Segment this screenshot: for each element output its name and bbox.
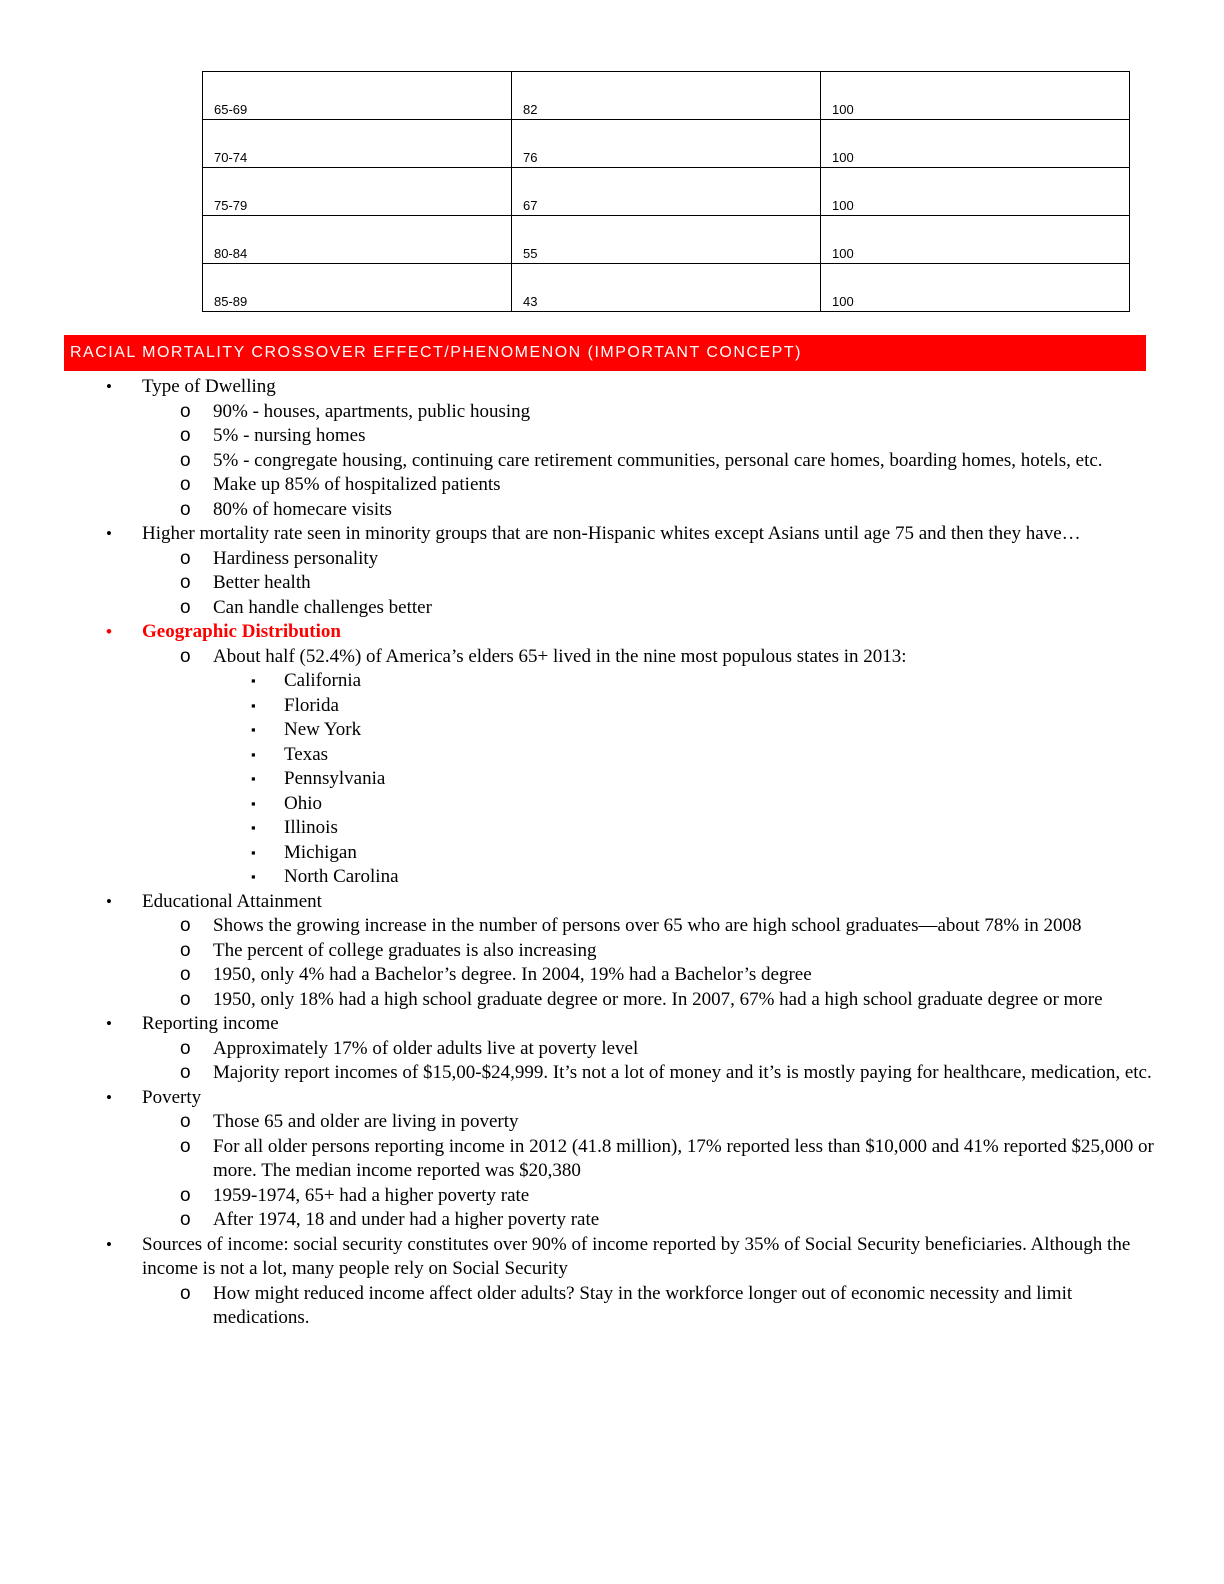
- bullet-circle-icon: o: [180, 1282, 191, 1304]
- sub-item-text: The percent of college graduates is also increasing: [213, 939, 597, 961]
- state-name: Illinois: [284, 817, 338, 838]
- bullet-circle-icon: o: [180, 547, 191, 569]
- bullet-dot-icon: •: [106, 1087, 112, 1107]
- state-name: North Carolina: [284, 866, 399, 887]
- state-item: [213, 669, 1154, 694]
- sub-item-text: 1959-1974, 65+ had a higher poverty rate: [213, 1184, 530, 1206]
- state-name: Ohio: [284, 792, 322, 814]
- table-row: [203, 72, 1130, 120]
- sub-list-item: [142, 1135, 1154, 1184]
- sub-list-item: [142, 988, 1154, 1013]
- state-name: Pennsylvania: [284, 768, 386, 789]
- sub-item-text: Shows the growing increase in the number of persons over 65 who are high school graduates—about 78% in 2008: [213, 915, 1082, 936]
- bullet-square-icon: ▪: [251, 746, 256, 762]
- sub-list-item: [142, 914, 1154, 939]
- sub-list-item: [142, 939, 1154, 964]
- bullet-square-icon: ▪: [251, 722, 256, 737]
- bullet-dot-icon: •: [106, 891, 112, 911]
- table-cell: 100: [821, 120, 1130, 168]
- table-cell: 85-89: [203, 264, 512, 312]
- sub-list-item: [142, 1184, 1154, 1209]
- sub-list-item: [142, 1061, 1154, 1086]
- state-name: Michigan: [284, 841, 357, 863]
- table-cell: 67: [512, 168, 821, 216]
- sub-item-text: 5% - congregate housing, continuing care retirement communities, personal care homes, boarding homes, hotels, etc.: [213, 449, 1103, 471]
- bullet-square-icon: ▪: [251, 844, 256, 860]
- age-data-table: [202, 71, 1130, 312]
- sub-list-item: [142, 571, 1154, 596]
- bullet-dot-icon: •: [106, 1014, 112, 1033]
- sub-list-item: [142, 645, 1154, 890]
- sub-list: [142, 914, 1154, 1012]
- sub-list-item: [142, 449, 1154, 474]
- table-cell: 75-79: [203, 168, 512, 216]
- sub-item-text: Make up 85% of hospitalized patients: [213, 474, 501, 495]
- sub-list: [142, 1110, 1154, 1233]
- table-cell: 70-74: [203, 120, 512, 168]
- state-item: [213, 694, 1154, 719]
- sub-list-item: [142, 547, 1154, 572]
- bullet-circle-icon: o: [180, 596, 191, 618]
- list-item-sources: [0, 1233, 1224, 1331]
- state-item: [213, 865, 1154, 890]
- list-item-title: Higher mortality rate seen in minority groups that are non-Hispanic whites except Asians until age 75 and then they have…: [142, 523, 1081, 544]
- state-item: [213, 767, 1154, 792]
- bullet-square-icon: ▪: [251, 869, 256, 884]
- state-item: [213, 743, 1154, 768]
- bullet-circle-icon: o: [180, 1037, 191, 1059]
- sub-list: [142, 547, 1154, 621]
- sub-item-text: 90% - houses, apartments, public housing: [213, 400, 531, 422]
- bullet-square-icon: ▪: [251, 697, 256, 713]
- bullet-circle-icon: o: [180, 1111, 191, 1132]
- bullet-circle-icon: o: [180, 449, 191, 471]
- sub-item-text: Those 65 and older are living in poverty: [213, 1111, 519, 1132]
- list-item-geographic: [0, 620, 1224, 890]
- list-item-education: [0, 890, 1224, 1013]
- sub-item-text: 1950, only 4% had a Bachelor’s degree. In 2004, 19% had a Bachelor’s degree: [213, 964, 812, 985]
- bullet-circle-icon: o: [180, 572, 191, 593]
- bullet-square-icon: ▪: [251, 820, 256, 835]
- bullet-circle-icon: o: [180, 939, 191, 961]
- sub-item-text: 5% - nursing homes: [213, 425, 366, 446]
- table-cell: 80-84: [203, 216, 512, 264]
- list-item-poverty: [0, 1086, 1224, 1233]
- state-name: Texas: [284, 743, 329, 765]
- sub-item-text: For all older persons reporting income in 2012 (41.8 million), 17% reported less than $10,000 and 41% reported $25,000 or more. The median income reported was $20,380: [213, 1135, 1154, 1181]
- bullet-square-icon: ▪: [251, 795, 256, 811]
- table-cell: 100: [821, 216, 1130, 264]
- sub-list-item: [142, 1110, 1154, 1135]
- list-item-income: [0, 1012, 1224, 1086]
- list-item-title: Geographic Distribution: [142, 621, 341, 642]
- bullet-square-icon: ▪: [251, 771, 256, 786]
- bullet-circle-icon: o: [180, 474, 191, 495]
- bullet-circle-icon: o: [180, 425, 191, 446]
- table-cell: 76: [512, 120, 821, 168]
- bullet-dot-icon: •: [106, 524, 112, 543]
- bullet-dot-icon: •: [106, 377, 112, 396]
- table-cell: 43: [512, 264, 821, 312]
- table-row: [203, 216, 1130, 264]
- bullet-dot-icon: •: [106, 1234, 112, 1254]
- state-name: California: [284, 670, 362, 691]
- table-cell: 65-69: [203, 72, 512, 120]
- list-item-title: Poverty: [142, 1086, 202, 1108]
- sub-list-item: [142, 596, 1154, 621]
- state-item: [213, 792, 1154, 817]
- state-item: [213, 816, 1154, 841]
- sub-list-item: [142, 424, 1154, 449]
- sub-item-text: Hardiness personality: [213, 547, 379, 569]
- sub-list-item: [142, 400, 1154, 425]
- table-row: [203, 264, 1130, 312]
- main-bullet-list: [0, 375, 1224, 1331]
- table-row: [203, 120, 1130, 168]
- table-cell: 100: [821, 264, 1130, 312]
- bullet-circle-icon: o: [180, 988, 191, 1010]
- bullet-square-icon: ▪: [251, 673, 256, 688]
- sub-item-text: Better health: [213, 572, 311, 593]
- sub-item-text: After 1974, 18 and under had a higher poverty rate: [213, 1209, 600, 1230]
- sub-list-item: [142, 473, 1154, 498]
- table-cell: 100: [821, 72, 1130, 120]
- sub-item-text: 1950, only 18% had a high school graduate degree or more. In 2007, 67% had a high school graduate degree or more: [213, 988, 1103, 1010]
- bullet-circle-icon: o: [180, 964, 191, 985]
- sub-item-text: About half (52.4%) of America’s elders 65+ lived in the nine most populous states in 2013:: [213, 645, 907, 667]
- sub-list-item: [142, 1282, 1154, 1331]
- table-cell: 82: [512, 72, 821, 120]
- list-item-title: Type of Dwelling: [142, 376, 276, 397]
- list-item-title: Educational Attainment: [142, 890, 322, 912]
- sub-list-item: [142, 1037, 1154, 1062]
- sub-item-text: 80% of homecare visits: [213, 498, 392, 520]
- sub-item-text: How might reduced income affect older adults? Stay in the workforce longer out of economic necessity and limit medications.: [213, 1282, 1073, 1328]
- bullet-circle-icon: o: [180, 1062, 191, 1083]
- state-item: [213, 841, 1154, 866]
- bullet-dot-icon: •: [106, 622, 112, 641]
- sub-list-item: [142, 1208, 1154, 1233]
- sub-list: [142, 400, 1154, 523]
- table-cell: 55: [512, 216, 821, 264]
- list-item-title: Reporting income: [142, 1013, 279, 1034]
- list-item-title: Sources of income: social security constitutes over 90% of income reported by 35% of Social Security beneficiaries. Although the income is not a lot, many people rely on Social Security: [142, 1233, 1131, 1279]
- sub-item-text: Can handle challenges better: [213, 596, 432, 618]
- bullet-circle-icon: o: [180, 1184, 191, 1206]
- bullet-circle-icon: o: [180, 645, 191, 667]
- state-name: Florida: [284, 694, 339, 716]
- bullet-circle-icon: o: [180, 498, 191, 520]
- bullet-circle-icon: o: [180, 915, 191, 936]
- sub-list: [142, 1282, 1154, 1331]
- sub-item-text: Majority report incomes of $15,00-$24,999. It’s not a lot of money and it’s is mostly paying for healthcare, medication, etc.: [213, 1062, 1152, 1083]
- table-cell: 100: [821, 168, 1130, 216]
- states-list: [213, 669, 1154, 890]
- sub-list-item: [142, 498, 1154, 523]
- list-item-dwelling: [0, 375, 1224, 522]
- state-item: [213, 718, 1154, 743]
- bullet-circle-icon: o: [180, 400, 191, 422]
- bullet-circle-icon: o: [180, 1209, 191, 1230]
- list-item-mortality: [0, 522, 1224, 620]
- document-body: [0, 375, 1224, 1331]
- sub-list-item: [142, 963, 1154, 988]
- bullet-circle-icon: o: [180, 1135, 191, 1157]
- state-name: New York: [284, 719, 362, 740]
- sub-item-text: Approximately 17% of older adults live at poverty level: [213, 1037, 639, 1059]
- section-heading-banner: RACIAL MORTALITY CROSSOVER EFFECT/PHENOMENON (IMPORTANT CONCEPT): [64, 335, 1146, 371]
- sub-list: [142, 645, 1154, 890]
- sub-list: [142, 1037, 1154, 1086]
- table-row: [203, 168, 1130, 216]
